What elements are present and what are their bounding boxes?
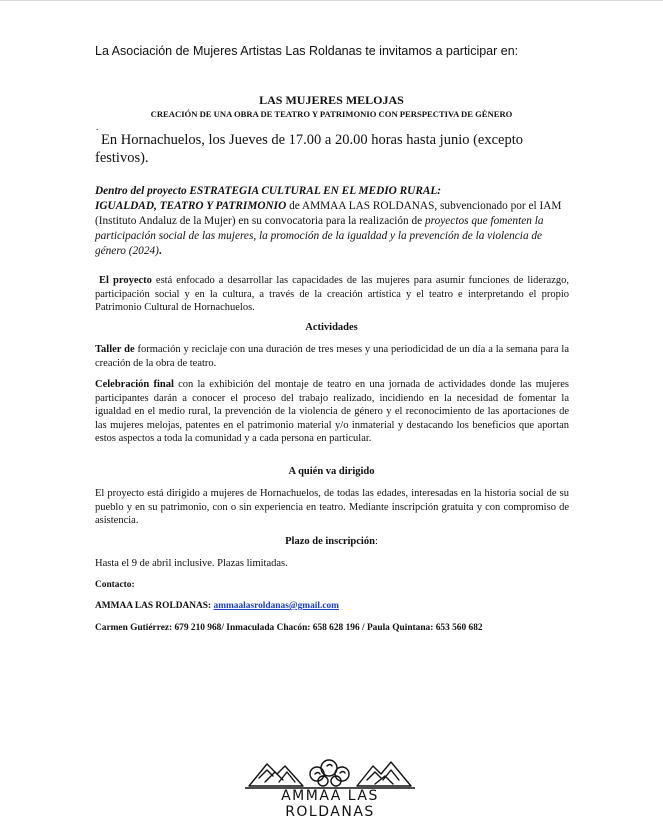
mountain-and-trees-logo-icon [245,752,415,820]
page-top-border [0,0,663,1]
audience-paragraph: El proyecto está dirigido a mujeres de Hornachuelos, de todas las edades, interesadas en la historia social de su pueblo y en su patrimonio, con o sin experiencia en teatro. Mediante inscripción gratuita y con compromiso de asistencia. [95,488,569,526]
schedule-text: En Hornachuelos, los Jueves de 17.00 a 20.00 horas hasta junio (excepto festivos). [95,132,524,166]
contact-org-line [95,601,339,611]
project-name-line1: Dentro del proyecto ESTRATEGIA CULTURAL EN EL MEDIO RURAL: [95,185,442,197]
project-funding-text: de AMMAA LAS ROLDANAS, subvencionado por el IAM (Instituto Andaluz de la Mujer) en su convocatoria para la realización de [95,200,562,227]
contact-email-link[interactable]: ammaalasroldanas@gmail.com [213,601,339,611]
workshop-paragraph [95,343,569,370]
registration-heading-colon: : [374,536,378,547]
audience-heading: A quién va dirigido [288,466,375,477]
contact-label: Contacto: [95,580,135,590]
registration-heading-text: Plazo de inscripción [285,536,375,547]
registration-text: Hasta el 9 de abril inclusive. Plazas limitadas. [95,558,288,569]
final-celebration-paragraph [95,378,569,446]
final-text: con la exhibición del montaje de teatro en una jornada de actividades donde las mujeres participantes darán a conocer el proceso del trabajo realizado, incidiendo en la necesidad de fomentar la igualdad en el medio rural, la prevención de la violencia de género y el reconocimiento de las aportaciones de las mujeres melojas, patentes en el patrimonio material y/o inmaterial y destacando los beneficios que aportan estos aspectos a toda la comunidad y a cada persona en particular. [95,379,569,444]
description-text: está enfocado a desarrollar las capacidades de las mujeres para asumir funciones de liderazgo, participación social y en la cultura, a través de la creación artística y el teatro e interpretando el propio Patrimonio Cultural de Hornachuelos. [95,275,570,313]
project-end-period: . [158,245,162,257]
description-bold: El proyecto [99,275,152,286]
logo-graphic [245,752,415,792]
document-title: LAS MUJERES MELOJAS [259,93,404,107]
intro-text: La Asociación de Mujeres Artistas Las Roldanas te invitamos a participar en: [95,44,519,58]
final-bold: Celebración final [95,379,174,390]
workshop-bold: Taller de [95,344,135,355]
contact-org: AMMAA LAS ROLDANAS: [95,601,214,611]
document-subtitle: CREACIÓN DE UNA OBRA DE TEATRO Y PATRIMONIO CON PERSPECTIVA DE GÉNERO [150,109,513,119]
logo-text: AMMAA LAS ROLDANAS [281,788,379,820]
project-call-title: proyectos que fomenten la participación social de las mujeres, la promoción de la igualdad y la prevención de la violencia de género (2024) [95,215,544,257]
description-paragraph [95,274,569,315]
registration-heading [0,536,663,547]
activities-heading: Actividades [305,322,358,333]
project-name-line2: IGUALDAD, TEATRO Y PATRIMONIO [95,200,287,212]
workshop-text: formación y reciclaje con una duración de tres meses y una periodicidad de un día a la semana para la creación de la obra de teatro. [95,344,569,369]
project-paragraph [95,184,571,259]
contact-phones: Carmen Gutiérrez: 679 210 968/ Inmaculada Chacón: 658 628 196 / Paula Quintana: 653 560 682 [95,623,483,633]
stray-dot: . [96,122,99,132]
